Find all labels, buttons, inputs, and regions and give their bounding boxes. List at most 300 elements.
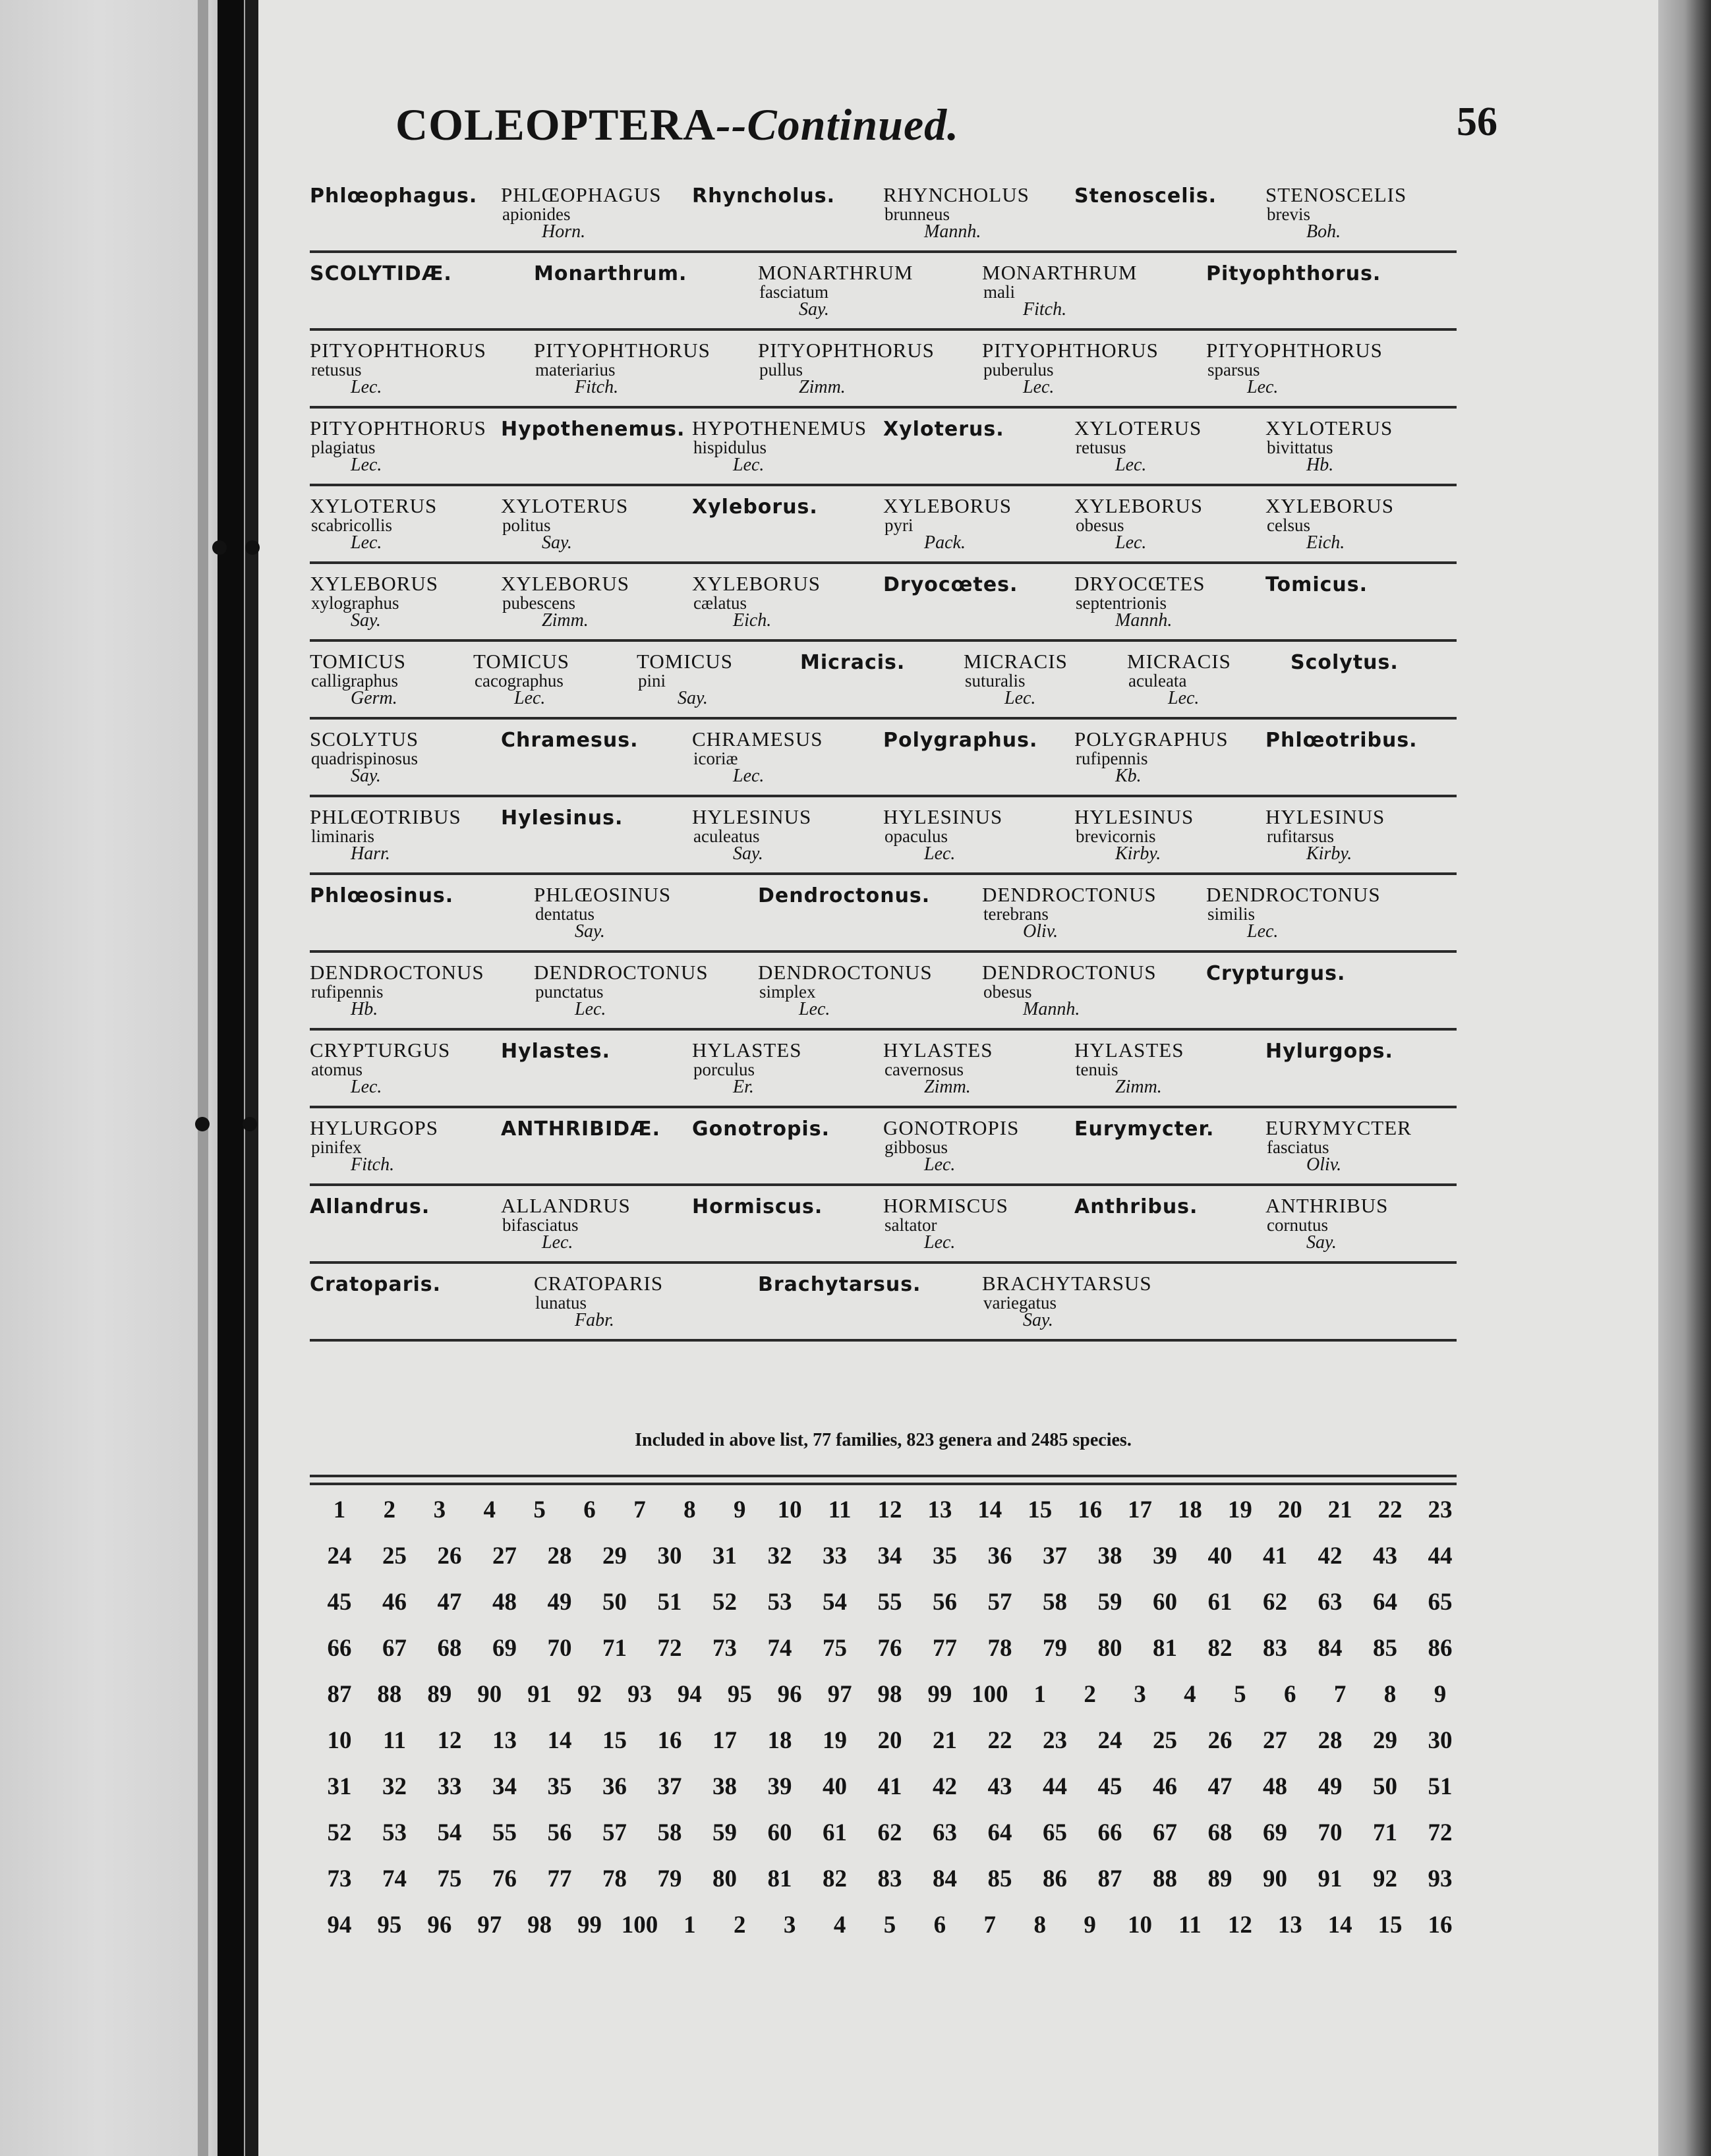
species-genus: HYLESINUS [883,805,1003,828]
species-name: obesus [983,982,1032,1002]
genus-heading-text: Anthribus. [1074,1195,1198,1218]
genus-heading [501,418,718,441]
tally-number: 88 [1153,1865,1177,1892]
species-genus: PITYOPHTHORUS [310,416,486,440]
tally-number: 46 [382,1589,407,1616]
species-entry [534,340,751,397]
species-author: Zimm. [799,377,846,397]
species-genus: TOMICUS [310,650,406,673]
genus-heading [310,1195,527,1218]
tally-number: 12 [437,1727,462,1754]
tally-number: 7 [633,1496,646,1523]
species-author: Oliv. [1306,1154,1342,1175]
tally-number: 43 [987,1773,1012,1800]
tally-number: 83 [1263,1635,1287,1662]
species-author: Lec. [1004,688,1036,708]
tally-number: 90 [1263,1865,1287,1892]
tally-number: 63 [1318,1589,1343,1616]
tally-number: 28 [547,1543,572,1570]
genus-heading [501,1040,718,1063]
species-author: Say. [799,299,829,320]
species-author: Lec. [1247,921,1279,942]
species-author: Say. [575,921,605,942]
tally-number: 7 [983,1912,997,1939]
list-row [310,486,1457,564]
tally-number: 9 [1084,1912,1096,1939]
genus-heading-text: Polygraphus. [883,729,1038,752]
tally-number: 60 [1153,1589,1177,1616]
tally-number: 64 [987,1819,1012,1846]
tally-number: 78 [602,1865,627,1892]
species-entry [1265,496,1483,552]
tally-number: 6 [583,1496,596,1523]
species-genus: DENDROCTONUS [758,961,933,984]
tally-number: 28 [1318,1727,1343,1754]
tally-number: 18 [1177,1496,1202,1523]
genus-heading-text: Crypturgus. [1206,962,1346,985]
tally-number: 11 [1178,1912,1202,1939]
tally-number: 17 [712,1727,737,1754]
species-genus: ANTHRIBUS [1265,1194,1389,1217]
tally-number: 7 [1333,1681,1347,1708]
tally-number: 16 [1428,1912,1453,1939]
genus-heading-text: Hormiscus. [692,1195,823,1218]
tally-row [316,1634,1463,1680]
species-author: Lec. [733,455,765,475]
tally-number: 26 [437,1543,462,1570]
tally-number: 22 [1378,1496,1403,1523]
tally-number: 11 [383,1727,406,1754]
species-name: obesus [1076,515,1124,535]
list-row [310,1031,1457,1108]
tally-number: 34 [492,1773,517,1800]
tally-number: 68 [437,1635,462,1662]
genus-heading [310,262,527,285]
list-row [310,1264,1457,1342]
species-name: pinifex [311,1137,362,1157]
tally-number: 47 [1207,1773,1232,1800]
tally-row [316,1819,1463,1865]
tally-number: 25 [1153,1727,1177,1754]
species-name: materiarius [535,360,616,380]
species-entry [501,1195,718,1252]
species-author: Lec. [351,377,382,397]
tally-number: 11 [828,1496,852,1523]
species-entry [501,496,718,552]
species-genus: DENDROCTONUS [534,961,709,984]
species-entry [310,1118,527,1174]
list-row [310,1108,1457,1186]
tally-number: 52 [327,1819,352,1846]
species-author: Lec. [1115,455,1147,475]
tally-number: 99 [577,1912,602,1939]
tally-number: 66 [327,1635,352,1662]
tally-number: 25 [382,1543,407,1570]
tally-number: 97 [477,1912,502,1939]
species-entry [310,962,527,1019]
species-entry [1265,184,1483,241]
tally-number: 71 [602,1635,627,1662]
genus-heading-text: Gonotropis. [692,1118,830,1141]
tally-number: 38 [1097,1543,1122,1570]
species-genus: DENDROCTONUS [310,961,484,984]
tally-number: 96 [777,1681,802,1708]
tally-number: 14 [1327,1912,1352,1939]
species-genus: XYLEBORUS [692,572,821,595]
species-author: Lec. [1247,377,1279,397]
tally-number: 17 [1128,1496,1152,1523]
species-entry [1265,807,1483,863]
tally-number: 36 [987,1543,1012,1570]
species-author: Zimm. [1115,1077,1162,1097]
page-title [395,99,959,151]
list-row [310,409,1457,486]
tally-number: 14 [977,1496,1002,1523]
tally-number: 85 [987,1865,1012,1892]
species-entry [692,1040,910,1096]
species-name: xylographus [311,593,399,613]
tally-number: 99 [927,1681,952,1708]
species-name: rufipennis [311,982,384,1002]
tally-number: 56 [933,1589,957,1616]
species-name: pubescens [502,593,575,613]
tally-number: 88 [377,1681,402,1708]
species-entry [883,807,1101,863]
species-genus: SCOLYTUS [310,727,419,751]
species-genus: STENOSCELIS [1265,183,1407,206]
genus-heading [310,884,527,907]
binding-hole-mark [212,540,227,555]
species-entry [1074,729,1292,785]
tally-number: 35 [547,1773,572,1800]
genus-heading [534,262,751,285]
tally-number: 34 [877,1543,902,1570]
genus-heading-text: Brachytarsus. [758,1273,921,1296]
tally-number: 4 [483,1496,496,1523]
genus-heading-text: Chramesus. [501,729,639,752]
tally-number: 95 [727,1681,752,1708]
species-author: Kirby. [1306,843,1352,864]
tally-number: 5 [1234,1681,1246,1708]
binding-hole-mark [245,540,260,555]
list-row [310,797,1457,875]
tally-number: 100 [972,1681,1008,1708]
species-author: Mannh. [1023,999,1080,1019]
tally-number: 32 [382,1773,407,1800]
genus-heading [501,807,718,830]
genus-heading-text: Hylurgops. [1265,1040,1393,1063]
species-entry [883,1195,1101,1252]
tally-number: 78 [987,1635,1012,1662]
tally-number: 43 [1373,1543,1397,1570]
tally-number: 1 [683,1912,696,1939]
species-entry [982,884,1200,941]
species-entry [310,340,527,397]
species-entry [758,962,975,1019]
facing-page-edge [0,0,245,2156]
tally-number: 10 [777,1496,802,1523]
tally-row [316,1588,1463,1634]
genus-heading-text: Rhyncholus. [692,184,836,208]
page-number: 56 [1457,99,1497,144]
genus-heading [883,418,1101,441]
species-genus: XYLEBORUS [310,572,439,595]
tally-number: 53 [767,1589,792,1616]
species-genus: HYLASTES [883,1038,993,1062]
tally-number: 82 [823,1865,847,1892]
species-name: gibbosus [884,1137,948,1157]
genus-heading-text: Monarthrum. [534,262,687,285]
species-author: Say. [351,610,381,631]
tally-number: 86 [1043,1865,1067,1892]
species-genus: PHLŒOPHAGUS [501,183,662,206]
species-name: celsus [1267,515,1310,535]
tally-row [316,1911,1463,1957]
tally-number: 26 [1207,1727,1232,1754]
species-name: cornutus [1267,1215,1328,1235]
species-entry [692,807,910,863]
species-name: cavernosus [884,1060,964,1079]
species-author: Lec. [1115,532,1147,553]
species-entry [1074,573,1292,630]
tally-grid [316,1496,1463,1957]
tally-number: 89 [1207,1865,1232,1892]
tally-number: 24 [1097,1727,1122,1754]
species-author: Mannh. [1115,610,1173,631]
species-name: aculeatus [693,826,760,846]
species-author: Lec. [1168,688,1200,708]
tally-number: 89 [427,1681,452,1708]
species-entry [310,496,527,552]
species-genus: DENDROCTONUS [1206,883,1381,906]
species-genus: BRACHYTARSUS [982,1272,1152,1295]
species-genus: DENDROCTONUS [982,961,1157,984]
tally-number: 51 [657,1589,682,1616]
species-author: Lec. [799,999,830,1019]
tally-number: 70 [547,1635,572,1662]
genus-heading [1074,184,1292,208]
page-title-continued: --Continued. [716,99,960,150]
tally-number: 81 [767,1865,792,1892]
species-name: retusus [1076,438,1126,457]
tally-number: 45 [327,1589,352,1616]
species-name: mali [983,282,1015,302]
tally-number: 27 [1263,1727,1287,1754]
list-row [310,253,1457,331]
tally-number: 64 [1373,1589,1397,1616]
tally-number: 92 [1373,1865,1397,1892]
genus-heading [1290,651,1508,674]
species-name: fasciatum [759,282,828,302]
species-name: hispidulus [693,438,767,457]
tally-number: 14 [547,1727,572,1754]
species-entry [310,573,527,630]
species-author: Lec. [924,1154,956,1175]
species-genus: PHLŒOTRIBUS [310,805,461,828]
genus-heading [692,1195,910,1218]
tally-number: 65 [1043,1819,1067,1846]
tally-number: 77 [547,1865,572,1892]
species-author: Fitch. [351,1154,395,1175]
species-name: porculus [693,1060,755,1079]
species-name: saltator [884,1215,937,1235]
species-author: Zimm. [542,610,589,631]
tally-number: 13 [492,1727,517,1754]
species-name: brevicornis [1076,826,1156,846]
species-author: Lec. [351,532,382,553]
species-author: Say. [542,532,572,553]
species-name: puberulus [983,360,1054,380]
tally-number: 55 [877,1589,902,1616]
tally-number: 21 [1327,1496,1352,1523]
tally-number: 1 [333,1496,346,1523]
tally-number: 21 [933,1727,957,1754]
species-genus: RHYNCHOLUS [883,183,1030,206]
species-author: Say. [733,843,763,864]
genus-heading-text: Dryocœtes. [883,573,1018,596]
tally-number: 37 [657,1773,682,1800]
list-row [310,720,1457,797]
species-genus: MICRACIS [1127,650,1231,673]
tally-number: 44 [1428,1543,1453,1570]
tally-number: 79 [1043,1635,1067,1662]
species-author: Horn. [542,221,586,242]
species-name: terebrans [983,904,1049,924]
tally-number: 5 [883,1912,896,1939]
tally-number: 54 [437,1819,462,1846]
species-author: Say. [678,688,708,708]
tally-row [316,1542,1463,1588]
species-author: Lec. [542,1232,573,1253]
genus-heading [883,573,1101,596]
tally-number: 84 [1318,1635,1343,1662]
tally-number: 93 [627,1681,652,1708]
tally-number: 10 [1128,1912,1152,1939]
tally-number: 57 [602,1819,627,1846]
species-name: rufitarsus [1267,826,1334,846]
species-entry [1074,807,1292,863]
tally-number: 81 [1153,1635,1177,1662]
species-name: icoriæ [693,749,738,768]
species-name: pyri [884,515,914,535]
genus-heading [692,496,910,519]
species-entry [1074,418,1292,474]
tally-number: 3 [1134,1681,1146,1708]
tally-number: 80 [1097,1635,1122,1662]
tally-number: 3 [783,1912,796,1939]
genus-heading [1206,262,1424,285]
species-author: Eich. [1306,532,1345,553]
species-genus: HYLASTES [1074,1038,1184,1062]
species-genus: MONARTHRUM [982,261,1138,284]
tally-number: 23 [1043,1727,1067,1754]
species-genus: TOMICUS [473,650,569,673]
genus-heading-text: Cratoparis. [310,1273,442,1296]
species-name: lunatus [535,1293,587,1313]
species-entry [883,1118,1101,1174]
species-entry [310,418,527,474]
species-author: Lec. [924,1232,956,1253]
species-genus: PITYOPHTHORUS [758,339,935,362]
species-entry [692,573,910,630]
tally-number: 9 [1434,1681,1447,1708]
species-name: opaculus [884,826,948,846]
genus-heading-text: Hylesinus. [501,807,624,830]
species-author: Mannh. [924,221,981,242]
genus-heading-text: Phlœophagus. [310,184,478,208]
species-name: suturalis [965,671,1026,691]
tally-number: 15 [602,1727,627,1754]
species-name: cacographus [475,671,564,691]
genus-heading [1074,1195,1292,1218]
species-author: Lec. [575,999,606,1019]
list-row [310,642,1457,720]
tally-number: 3 [433,1496,446,1523]
tally-number: 47 [437,1589,462,1616]
tally-number: 58 [1043,1589,1067,1616]
tally-number: 72 [1428,1819,1453,1846]
species-entry [883,1040,1101,1096]
genus-heading-text: Allandrus. [310,1195,430,1218]
tally-number: 82 [1207,1635,1232,1662]
species-name: dentatus [535,904,594,924]
species-author: Hb. [1306,455,1334,475]
species-entry [758,262,975,319]
species-author: Fitch. [1023,299,1067,320]
species-author: Kb. [1115,766,1142,786]
tally-number: 59 [712,1819,737,1846]
genus-heading-text: ANTHRIBIDÆ. [501,1118,661,1141]
species-genus: XYLOTERUS [310,494,438,517]
species-entry [758,340,975,397]
tally-number: 75 [823,1635,847,1662]
species-entry [310,807,527,863]
genus-heading-text: SCOLYTIDÆ. [310,262,452,285]
species-name: liminaris [311,826,374,846]
species-genus: XYLEBORUS [1074,494,1204,517]
tally-number: 91 [1318,1865,1343,1892]
tally-number: 22 [987,1727,1012,1754]
tally-number: 98 [527,1912,552,1939]
tally-number: 31 [712,1543,737,1570]
species-genus: HYLESINUS [1265,805,1385,828]
tally-number: 23 [1428,1496,1453,1523]
tally-number: 16 [657,1727,682,1754]
list-row [310,875,1457,953]
species-genus: HYLASTES [692,1038,802,1062]
species-entry [501,573,718,630]
tally-number: 91 [527,1681,552,1708]
tally-number: 67 [382,1635,407,1662]
species-entry [310,729,527,785]
species-genus: MONARTHRUM [758,261,914,284]
species-author: Say. [1023,1310,1053,1330]
genus-heading [1206,962,1424,985]
tally-number: 48 [492,1589,517,1616]
tally-number: 30 [657,1543,682,1570]
genus-heading-text: Hylastes. [501,1040,610,1063]
genus-heading [692,184,910,208]
tally-number: 19 [1227,1496,1252,1523]
tally-number: 85 [1373,1635,1397,1662]
species-author: Er. [733,1077,754,1097]
species-genus: XYLOTERUS [501,494,629,517]
tally-number: 97 [827,1681,852,1708]
tally-number: 40 [823,1773,847,1800]
species-entry [1074,496,1292,552]
species-author: Kirby. [1115,843,1161,864]
tally-number: 40 [1207,1543,1232,1570]
